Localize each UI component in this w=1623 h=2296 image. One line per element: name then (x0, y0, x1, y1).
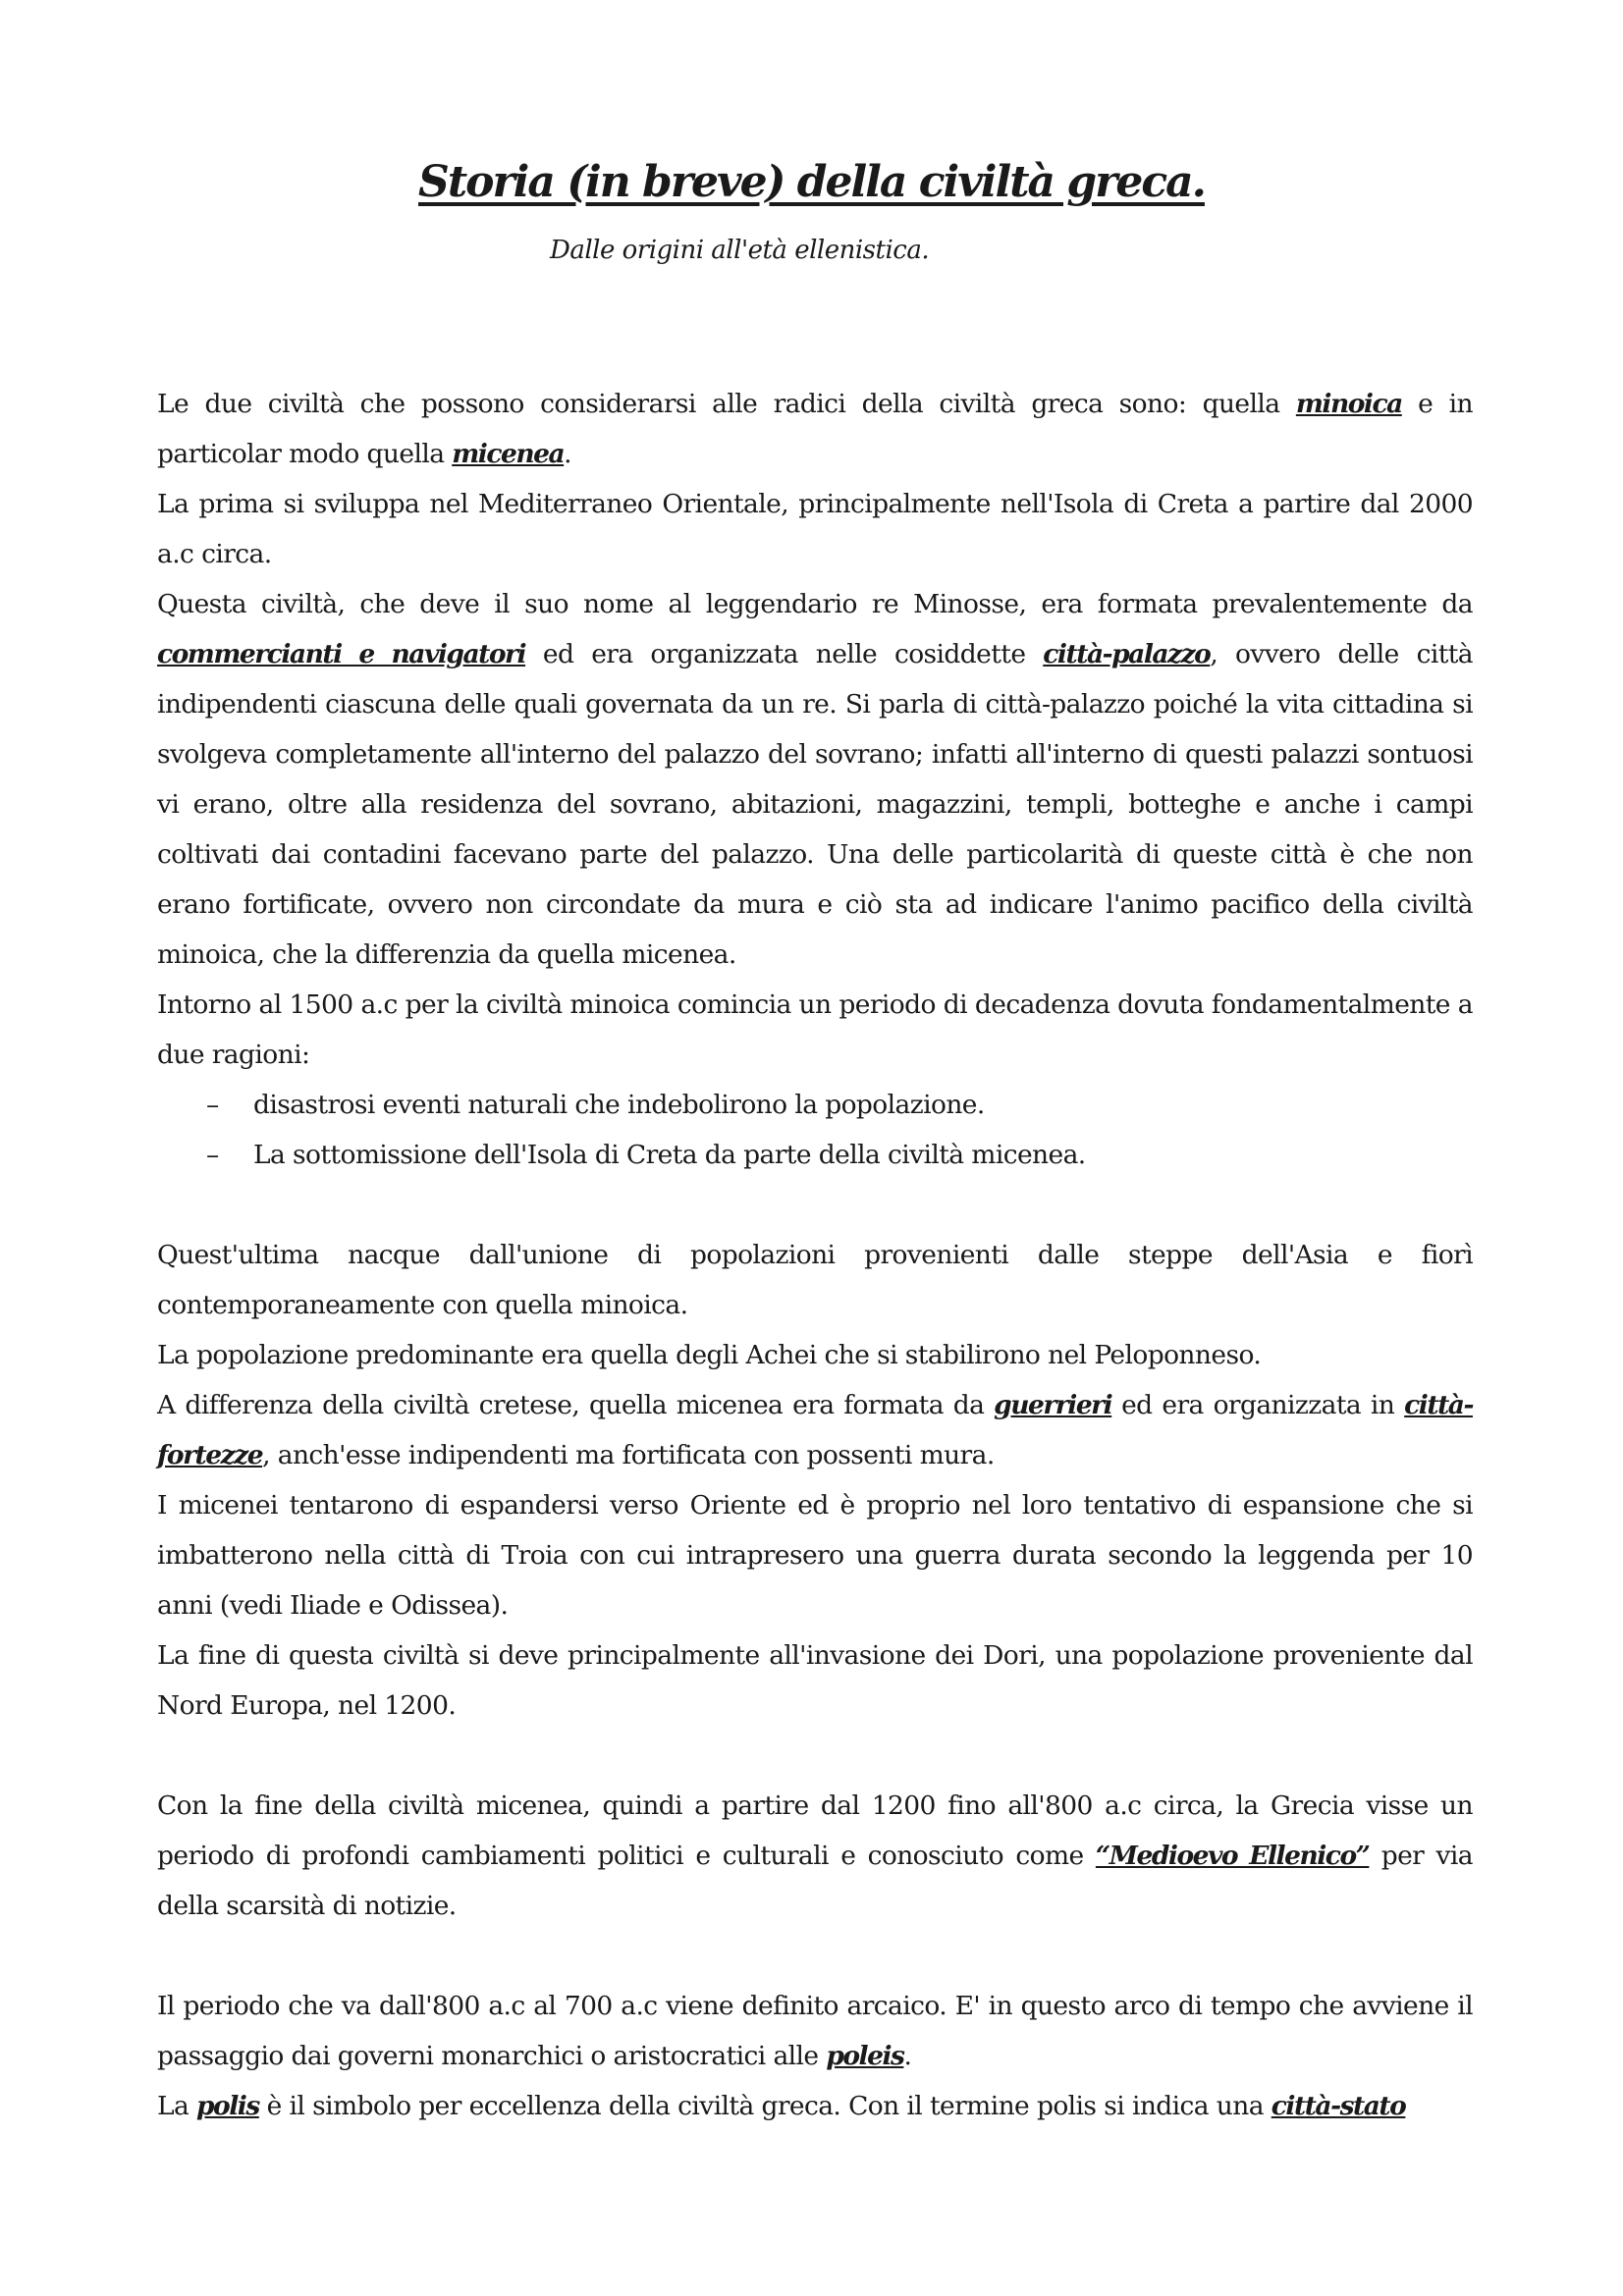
paragraph-minoan-origin: La prima si sviluppa nel Mediterraneo Orientale, principalmente nell'Isola di Creta a partire dal 2000 a.c circa. (157, 489, 1473, 569)
keyword-micenea: micenea (452, 439, 565, 469)
keyword-medioevo-ellenico: “Medioevo Ellenico” (1095, 1841, 1370, 1871)
document-title: Storia (in breve) della civiltà greca. (418, 157, 1205, 207)
keyword-poleis: poleis (826, 2041, 904, 2071)
keyword-minoica: minoica (1295, 389, 1402, 419)
paragraph-mycenaean-society: A differenza della civiltà cretese, quella micenea era formata da guerrieri ed era organizzata in città-fortezze, anch'esse indipendenti ma fortificata con possenti mura. (157, 1390, 1473, 1470)
paragraph-hellenic-middle-ages: Con la fine della civiltà micenea, quindi a partire dal 1200 fino all'800 a.c circa, la Grecia visse un periodo di profondi cambiamenti politici e culturali e conosciuto come “Medioevo Ellenico” per via della scarsità di notizie. (157, 1790, 1474, 1921)
decline-reasons-list (157, 1080, 1473, 1180)
dash-bullet: – (206, 1140, 219, 1170)
keyword-guerrieri: guerrieri (994, 1390, 1112, 1420)
list-item: – disastrosi eventi naturali che indebolirono la popolazione. (157, 1080, 1473, 1130)
paragraph-dorian-invasion: La fine di questa civiltà si deve principalmente all'invasione dei Dori, una popolazione proveniente dal Nord Europa, nel 1200. (157, 1640, 1473, 1721)
keyword-polis: polis (196, 2091, 259, 2121)
paragraph-minoan-society: Questa civiltà, che deve il suo nome al leggendario re Minosse, era formata prevalentemente da commercianti e navigatori ed era organizzata nelle cosiddette città-palazzo, ovvero delle città indipendenti ciascuna delle quali governata da un re. Si parla di città-palazzo poiché la vita cittadina si svolgeva completamente all'interno del palazzo del sovrano; infatti all'interno di questi palazzi sontuosi vi erano, oltre alla residenza del sovrano, abitazioni, magazzini, templi, botteghe e anche i campi coltivati dai contadini facevano parte del palazzo. Una delle particolarità di queste città è che non erano fortificate, ovvero non circondate da mura e ciò sta ad indicare l'animo pacifico della civiltà minoica, che la differenzia da quella micenea. (157, 589, 1473, 970)
keyword-citta-palazzo: città-palazzo (1043, 639, 1211, 669)
keyword-citta-stato: città-stato (1271, 2091, 1406, 2121)
document-body (157, 379, 1473, 2131)
document-subtitle: Dalle origini all'età ellenistica. (550, 236, 930, 265)
paragraph-polis: La polis è il simbolo per eccellenza della civiltà greca. Con il termine polis si indica una città-stato (157, 2091, 1406, 2121)
paragraph-mycenaean-origin: Quest'ultima nacque dall'unione di popolazioni provenienti dalle steppe dell'Asia e fiorì contemporaneamente con quella minoica. (157, 1240, 1473, 1320)
paragraph-origins: Le due civiltà che possono considerarsi alle radici della civiltà greca sono: quella minoica e in particolar modo quella micenea. (157, 389, 1473, 469)
list-item: – La sottomissione dell'Isola di Creta da parte della civiltà micenea. (157, 1130, 1473, 1180)
keyword-citta-fortezze: città-fortezze (157, 1390, 1473, 1470)
paragraph-achaeans: La popolazione predominante era quella degli Achei che si stabilirono nel Peloponneso. (157, 1340, 1262, 1370)
paragraph-archaic-period: Il periodo che va dall'800 a.c al 700 a.c viene definito arcaico. E' in questo arco di tempo che avviene il passaggio dai governi monarchici o aristocratici alle poleis. (157, 1991, 1473, 2071)
dash-bullet: – (206, 1090, 219, 1120)
paragraph-troy: I micenei tentarono di espandersi verso Oriente ed è proprio nel loro tentativo di espansione che si imbatterono nella città di Troia con cui intrapresero una guerra durata secondo la leggenda per 10 anni (vedi Iliade e Odissea). (157, 1490, 1473, 1621)
keyword-commercianti-navigatori: commercianti e navigatori (157, 639, 526, 669)
paragraph-minoan-decline: Intorno al 1500 a.c per la civiltà minoica comincia un periodo di decadenza dovuta fondamentalmente a due ragioni: (157, 989, 1473, 1070)
